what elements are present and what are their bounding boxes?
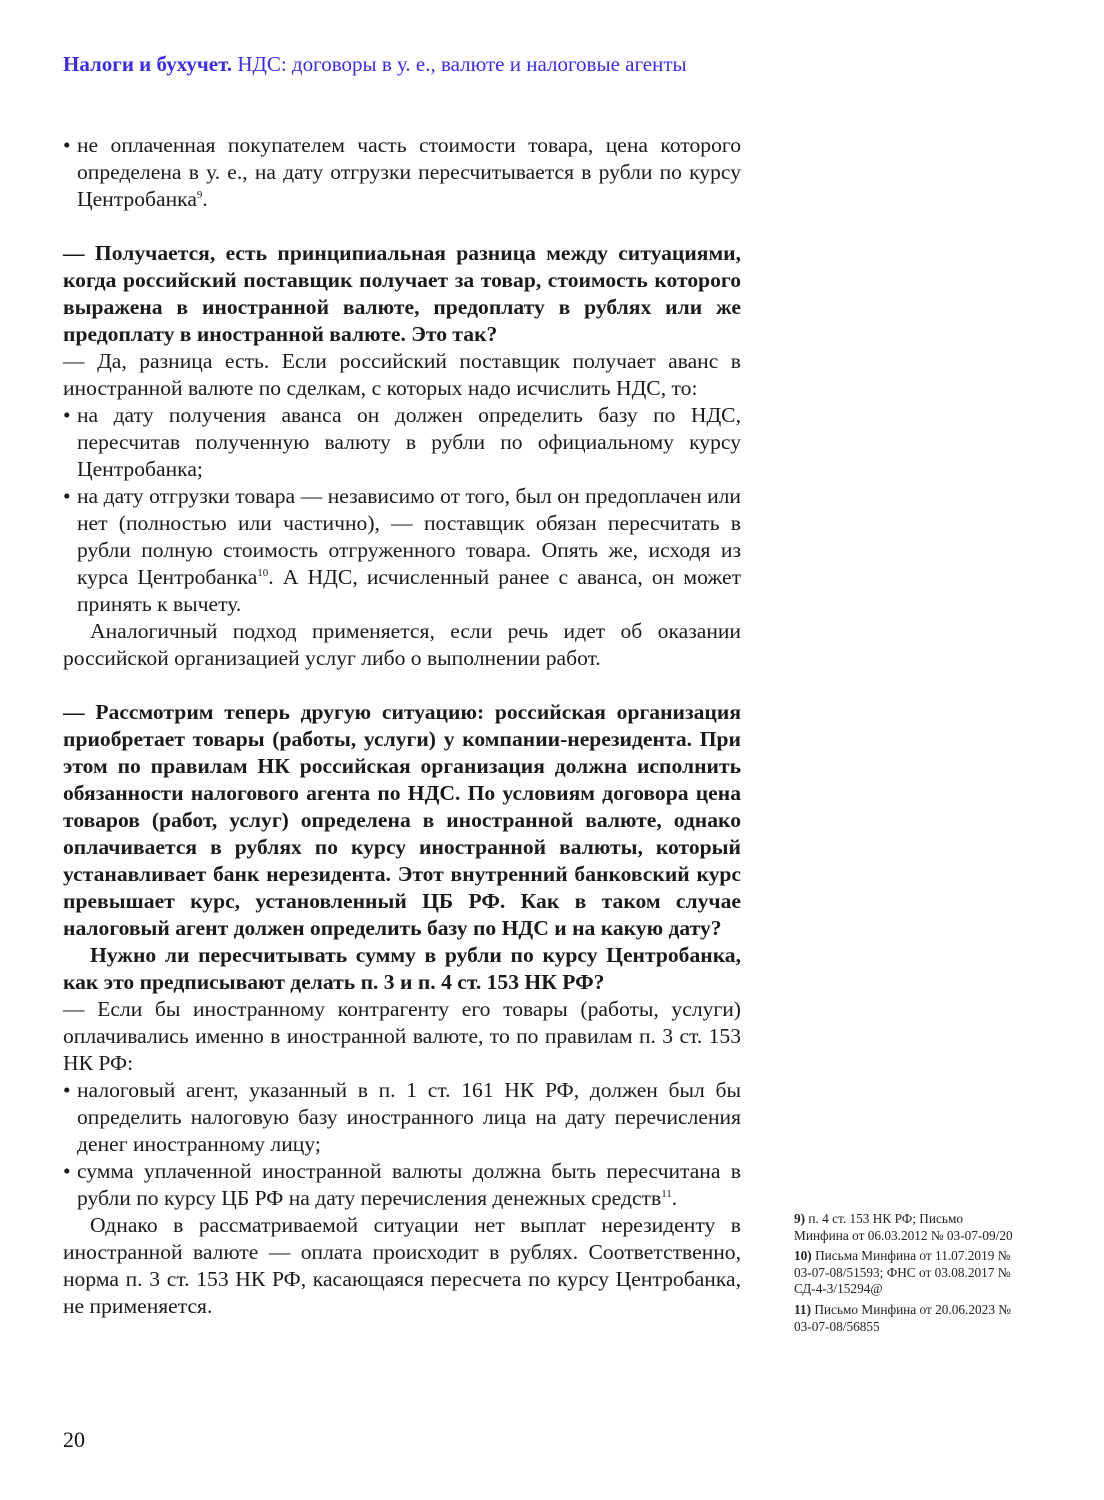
header-title: НДС: договоры в у. е., валюте и налоговые агенты [237,52,687,76]
answer-1: — Да, разница есть. Если российский поставщик получает аванс в иностранной валюте по сделкам, с которых надо исчислить НДС, то: [63,349,741,400]
article-body [63,132,741,1320]
footnote-text: Письмо Минфина от 20.06.2023 № 03-07-08/56855 [794,1301,1011,1334]
bullet-item [63,132,741,213]
bullet-end: . [671,1186,678,1210]
bullet-text: не оплаченная покупателем часть стоимости товара, цена которого определена в у. е., на дату отгрузки пересчитывается в рубли по курсу Центробанка [77,133,741,211]
bullet-item [63,1158,741,1212]
footnote [794,1211,1014,1244]
question-3: Нужно ли пересчитывать сумму в рубли по курсу Центробанка, как это предписывают делать п. 3 и п. 4 ст. 153 НК РФ? [63,943,741,994]
question-1: — Получается, есть принципиальная разница между ситуациями, когда российский поставщик получает за товар, стоимость которого выражена в иностранной валюте, предоплату в рублях или же предоплату в иностранной валюте. Это так? [63,241,741,346]
footnote-ref[interactable]: 11 [661,1188,672,1200]
answer-2: — Если бы иностранному контрагенту его товары (работы, услуги) оплачивались именно в иностранной валюте, то по правилам п. 3 ст. 153 НК РФ: [63,997,741,1075]
bullet-text: сумма уплаченной иностранной валюты должна быть пересчитана в рубли по курсу ЦБ РФ на дату перечисления денежных средств [77,1159,741,1210]
footnote [794,1302,1014,1335]
bullet-end: . А НДС, исчисленный ранее с аванса, он может принять к вычету. [77,565,742,616]
bullet-text: на дату отгрузки товара — независимо от того, был он предоплачен или нет (полностью или частично), — поставщик обязан пересчитать в рубли полную стоимость отгруженного товара. Опять же, исходя из курса Центробанка [77,484,741,589]
paragraph: Аналогичный подход применяется, если речь идет об оказании российской организацией услуг либо о выполнении работ. [63,619,741,670]
footnote-number: 11) [794,1301,811,1317]
footnote-number: 10) [794,1248,812,1264]
footnote-number: 9) [794,1211,806,1226]
bullet-end: . [202,187,208,211]
footnotes [794,1211,1014,1339]
bullet-item: • на дату получения аванса он должен определить базу по НДС, пересчитав полученную валюту в рубли по официальному курсу Центробанка; [63,402,741,483]
bullet-item [63,483,741,618]
question-2: — Рассмотрим теперь другую ситуацию: российская организация приобретает товары (работы, услуги) у компании-нерезидента. При этом по правилам НК российская организация должна исполнить обязанности налогового агента по НДС. По условиям договора цена товаров (работ, услуг) определена в иностранной валюте, однако оплачивается в рублях по курсу иностранной валюты, который устанавливает банк нерезидента. Этот внутренний банковский курс превышает курс, установленный ЦБ РФ. Как в таком случае налоговый агент должен определить базу по НДС и на какую дату? [63,700,741,940]
footnote-text: п. 4 ст. 153 НК РФ; Письмо Минфина от 06.03.2012 № 03-07-09/20 [794,1211,1013,1243]
paragraph: Однако в рассматриваемой ситуации нет выплат нерезиденту в иностранной валюте — оплата происходит в рублях. Соответственно, норма п. 3 ст. 153 НК РФ, касающаяся пересчета по курсу Центробанка, не применяется. [63,1213,741,1318]
footnote-ref[interactable]: 9 [196,189,203,201]
bullet-item: • налоговый агент, указанный в п. 1 ст. 161 НК РФ, должен был бы определить налоговую базу иностранного лица на дату перечисления денег иностранному лицу; [63,1077,741,1158]
running-header [63,52,687,77]
page-number: 20 [63,1427,85,1452]
footnote [794,1248,1014,1298]
footnote-ref[interactable]: 10 [257,567,269,579]
footnote-text: Письма Минфина от 11.07.2019 № 03-07-08/51593; ФНС от 03.08.2017 № СД-4-3/15294@ [794,1248,1011,1297]
header-section: Налоги и бухучет. [63,52,233,76]
